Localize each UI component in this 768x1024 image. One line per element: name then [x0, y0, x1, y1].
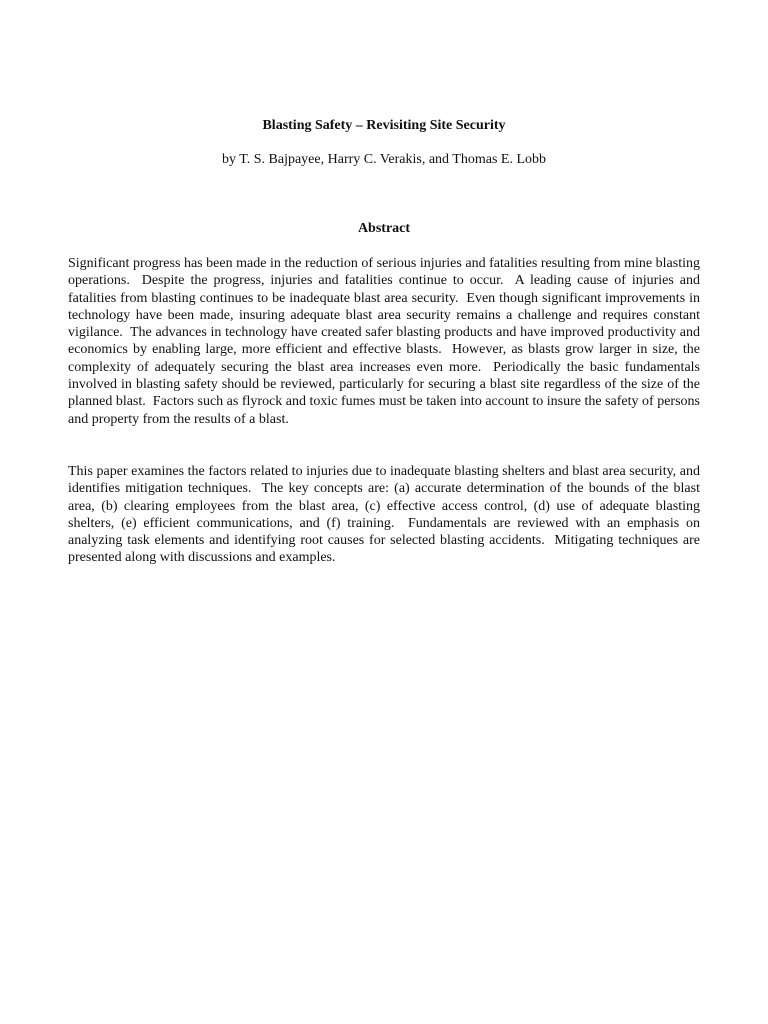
paper-title: Blasting Safety – Revisiting Site Security [262, 118, 506, 133]
author-line: by T. S. Bajpayee, Harry C. Verakis, and Thomas E. Lobb [221, 152, 547, 167]
abstract-paragraph-1: Significant progress has been made in the reduction of serious injuries and fatalities resulting from mine blasting operations. Despite the progress, injuries and fatalities continue to occur. A leading cause of injuries and fatalities from blasting continues to be inadequate blast area security. Even though significant improvements in technology have been made, insuring adequate blast area security remains a challenge and requires constant vigilance. The advances in technology have created safer blasting products and have improved productivity and economics by enabling large, more efficient and effective blasts. However, as blasts grow larger in size, the complexity of adequately securing the blast area increases even more. Periodically the basic fundamentals involved in blasting safety should be reviewed, particularly for securing a blast site regardless of the size of the planned blast. Factors such as flyrock and toxic fumes must be taken into account to insure the safety of persons and property from the results of a blast. [68, 256, 704, 427]
abstract-heading: Abstract [357, 221, 411, 236]
abstract-paragraph-2: This paper examines the factors related to injuries due to inadequate blasting shelters and blast area security, and identifies mitigation techniques. The key concepts are: (a) accurate determination of the bounds of the blast area, (b) clearing employees from the blast area, (c) effective access control, (d) use of adequate blasting shelters, (e) efficient communications, and (f) training. Fundamentals are reviewed with an emphasis on analyzing task elements and identifying root causes for selected blasting accidents. Mitigating techniques are presented along with discussions and examples. [68, 464, 704, 566]
